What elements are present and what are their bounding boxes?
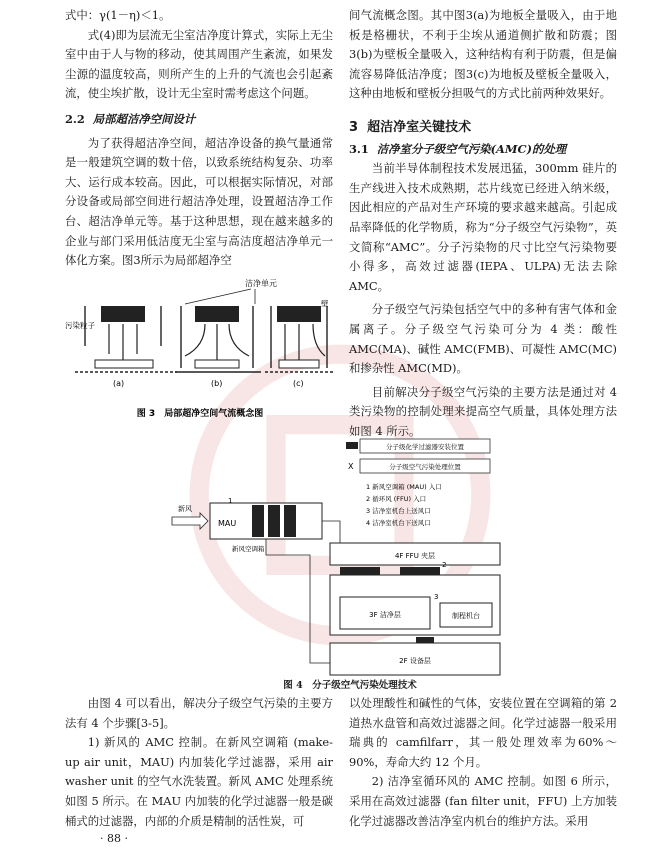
fig4-list-1: 1 新风空调箱 (MAU) 入口 bbox=[366, 483, 442, 491]
fig4-tool: 制程机台 bbox=[452, 612, 480, 620]
fig4-legend-1: 分子级化学过滤器安装位置 bbox=[386, 443, 464, 451]
fig3-label-particles: 污染粒子 bbox=[65, 321, 95, 330]
section-heading-3-1 bbox=[349, 140, 617, 160]
fig4-ffu-layer: 4F FFU 夹层 bbox=[394, 552, 436, 560]
bottom-right-para-1: 以处理酸性和碱性的气体，安装位置在空调箱的第 2 道热水盘管和高效过滤器之间。化学过滤器一般采用瑞典的 camfilfarr，其一般处理效率为60%～90%，寿命大约 12 个月。 bbox=[349, 696, 617, 769]
left-para-3: 为了获得超洁净空间，超洁净设备的换气量通常是一般建筑空调的数十倍，以致系统结构复杂、功率大、运行成本较高。因此，可以根据实际情况，对部分设备或局部空间进行超洁净处理，设置超洁净工作台、超洁净单元等。基于这种思想，现在越来越多的企业与部门采用低洁度无尘室与高洁度超洁净单元一体化方案。图3所示为局部超净空 bbox=[65, 135, 333, 268]
fig3c-filter bbox=[277, 306, 321, 322]
bottom-left-para-2: 1) 新风的 AMC 控制。在新风空调箱 (make-up air unit，MAU) 内加装化学过滤器，采用 air washer unit 的空气水洗装置。新风 AMC 处理系统如图 5 所示。在 MAU 内加装的化学过滤器一般是碳桶式的过滤器，内部的介质是精制的活性炭，可 bbox=[65, 735, 333, 828]
figure-4 bbox=[170, 437, 530, 687]
fig3-label-wall: 壁 bbox=[321, 299, 329, 308]
left-para-2: 式(4)即为层流无尘室洁净度计算式，实际上无尘室中由于人与物的移动，使其周围产生紊流，如果发尘源的温度较高，则所产生的上升的气流也会引起紊流，使尘埃扩散，设计无尘室时需考虑这个问题。 bbox=[65, 27, 333, 101]
fig3-label-partial: 偏流 bbox=[201, 313, 216, 322]
figure-3 bbox=[65, 276, 335, 426]
section-3-1-number: 3.1 bbox=[349, 141, 369, 156]
right-para-1: 间气流概念图。其中图3(a)为地板全量吸入，由于地板是格栅状，不利于尘埃从通道侧扩散和防震；图3(b)为壁板全量吸入，这种结构有利于防震，但是偏流容易降低洁净度；图3(c)为地板及壁板全量吸入，这种由地板和壁板分担吸气的方式比前两种效果好。 bbox=[349, 8, 617, 101]
fig4-caption: 图 4 分子级空气污染处理技术 bbox=[283, 680, 417, 691]
fig4-num-1: 1 bbox=[228, 497, 233, 505]
fig4-legend-2: 分子级空气污染处理位置 bbox=[389, 463, 461, 471]
fig4-list-2: 2 循环风 (FFU) 入口 bbox=[366, 495, 427, 503]
fig3-sub-c: (c) bbox=[293, 379, 304, 388]
fig3-sub-b: (b) bbox=[211, 379, 223, 388]
fig4-legend-x: X bbox=[348, 462, 354, 471]
fig3-caption: 图 3 局部超净空间气流概念图 bbox=[136, 409, 264, 419]
section-3-number: 3 bbox=[349, 119, 359, 135]
fig4-fresh-air: 新风 bbox=[178, 505, 192, 513]
left-para-1: 式中：γ(1－η)＜1。 bbox=[65, 8, 171, 22]
fig3a-filter bbox=[101, 306, 145, 322]
right-para-3: 分子级空气污染包括空气中的多种有害气体和金属离子。分子级空气污染可分为 4 类：酸性 AMC(MA)、碱性 AMC(FMB)、可凝性 AMC(MC)和掺杂性 AMC(MD)。 bbox=[349, 302, 617, 376]
section-3-1-title: 洁净室分子级空气污染(AMC)的处理 bbox=[376, 141, 567, 156]
section-heading-3 bbox=[349, 118, 617, 138]
bottom-right-column bbox=[349, 694, 617, 831]
fresh-air-arrow bbox=[172, 513, 208, 529]
fig3-top-label: 洁净单元 bbox=[245, 279, 277, 288]
fig4-equip: 2F 设备层 bbox=[399, 657, 431, 665]
bottom-left-column bbox=[65, 694, 333, 831]
section-heading-2-2 bbox=[65, 110, 333, 130]
fig4-num-3: 3 bbox=[434, 593, 439, 601]
right-column bbox=[349, 6, 617, 441]
right-para-4: 目前解决分子级空气污染的主要方法是通过对 4 类污染物的控制处理来提高空气质量，具体处理方法如图 4 所示。 bbox=[349, 384, 617, 438]
fig4-num-2: 2 bbox=[442, 561, 447, 569]
page-number: · 88 · bbox=[100, 832, 128, 845]
bottom-right-para-2: 2) 洁净室循环风的 AMC 控制。如图 6 所示，采用在高效过滤器 (fan filter unit，FFU) 上方加装化学过滤器改善洁净室内机台的维护方法。采用 bbox=[349, 774, 617, 828]
bottom-left-para-1: 由图 4 可以看出，解决分子级空气污染的主要方法有 4 个步骤[3-5]。 bbox=[65, 696, 333, 730]
section-number: 2.2 bbox=[65, 111, 85, 126]
fig4-mau-box-label: 新风空调箱 bbox=[232, 545, 265, 553]
fig4-mau: MAU bbox=[218, 519, 237, 528]
section-3-title: 超洁净室关键技术 bbox=[367, 119, 472, 135]
fig4-list-3: 3 洁净室机台上送风口 bbox=[366, 507, 431, 515]
right-para-2: 当前半导体制程技术发展迅猛，300mm 硅片的生产线进入技术成熟期，芯片线宽已经进入纳米级，因此相应的产品对生产环境的要求越来越高。引起成品率降低的化学物质，称为“分子级空气污染物”，英文简称“AMC”。分子污染物的尺寸比空气污染物要小得多，高效过滤器(IEPA、ULPA)无法去除 AMC。 bbox=[349, 161, 617, 293]
section-title: 局部超洁净空间设计 bbox=[92, 111, 196, 126]
fig4-clean-room: 3F 洁净层 bbox=[369, 611, 401, 619]
fig3-sub-a: (a) bbox=[113, 379, 125, 388]
fig4-list-4: 4 洁净室机台下送风口 bbox=[366, 519, 431, 527]
left-column bbox=[65, 6, 333, 271]
